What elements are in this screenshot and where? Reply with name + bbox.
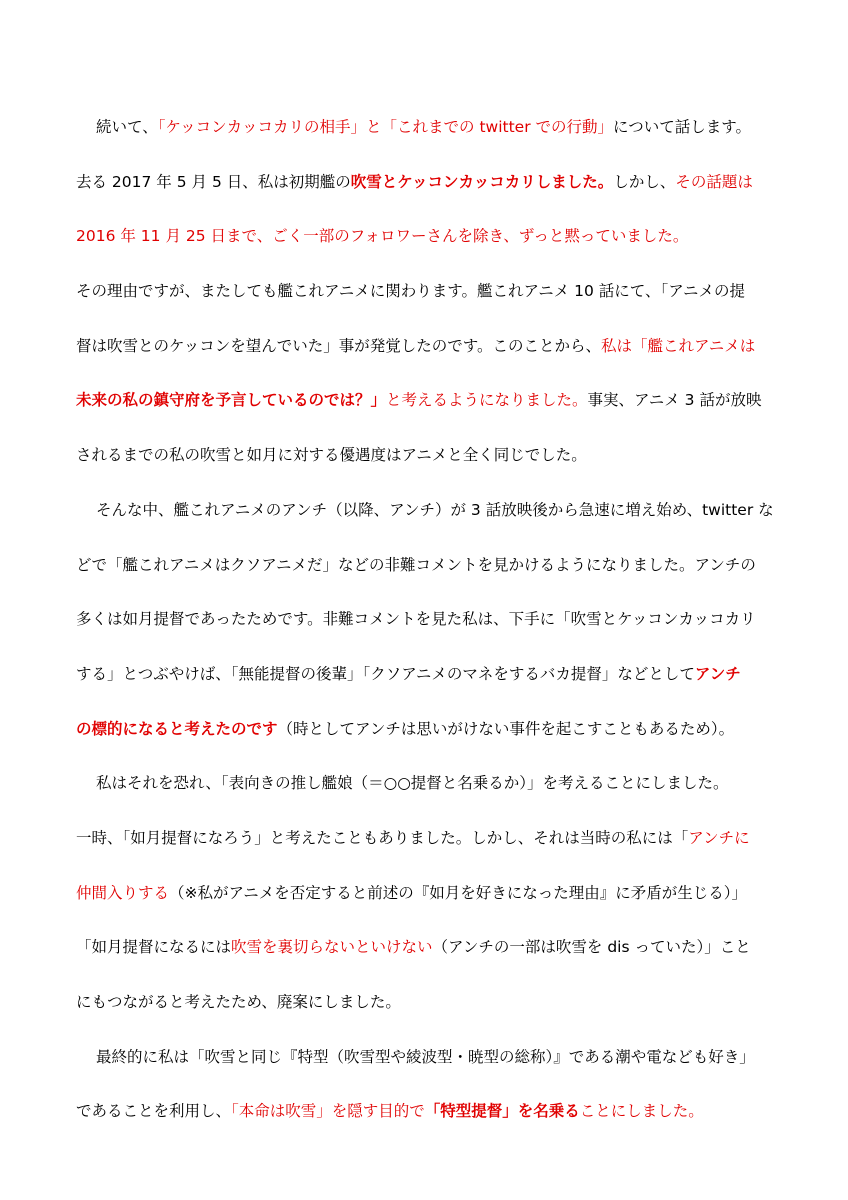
highlighted-text: 吹雪とケッコンカッコカリしました。 bbox=[350, 172, 614, 191]
text-segment: 最終的に私は「吹雪と同じ『特型（吹雪型や綾波型・暁型の総称）』である潮や電なども好き」 bbox=[96, 1047, 755, 1066]
text-line bbox=[76, 171, 776, 194]
highlighted-text: 「特型提督」を名乗る bbox=[424, 1102, 580, 1121]
highlighted-text: アンチに bbox=[688, 828, 750, 847]
text-line bbox=[76, 225, 776, 248]
text-line bbox=[76, 389, 776, 412]
text-line bbox=[76, 663, 776, 686]
highlighted-text: 私は「艦これアニメは bbox=[601, 336, 756, 355]
text-segment: その理由ですが、またしても艦これアニメに関わります。艦これアニメ 10 話にて、「アニメの提 bbox=[76, 282, 745, 301]
text-segment: 督は吹雪とのケッコンを望んでいた」事が発覚したのです。このことから、 bbox=[76, 336, 601, 355]
text-line bbox=[76, 1046, 776, 1069]
text-line bbox=[76, 554, 776, 577]
text-segment: 一時、「如月提督になろう」と考えたこともありました。しかし、それは当時の私には「 bbox=[76, 828, 689, 847]
text-line bbox=[76, 499, 776, 522]
highlighted-text: 「ケッコンカッコカリの相手」と「これまでの twitter での行動」 bbox=[157, 118, 614, 136]
text-segment: しかし、 bbox=[613, 172, 676, 191]
highlighted-text: アンチ bbox=[694, 664, 741, 683]
text-segment: そんな中、艦これアニメのアンチ（以降、アンチ）が 3 話放映後から急速に増え始め、twitter な bbox=[96, 500, 774, 519]
text-segment: 私はそれを恐れ、「表向きの推し艦娘（＝○○提督と名乗るか）」を考えることにしました。 bbox=[96, 774, 729, 793]
highlighted-text: 2016 年 11 月 25 日まで、ごく一部のフォロワーさんを除き、ずっと黙っていました。 bbox=[76, 227, 689, 246]
highlighted-text: と考えるようになりました。 bbox=[386, 391, 588, 410]
text-segment: について話します。 bbox=[613, 118, 751, 136]
text-line bbox=[76, 444, 776, 467]
highlighted-text: 未来の私の鎮守府を予言しているのでは？」 bbox=[76, 391, 387, 410]
text-line bbox=[76, 882, 776, 905]
text-line bbox=[76, 772, 776, 795]
text-line bbox=[76, 1100, 776, 1123]
text-line bbox=[76, 718, 776, 741]
text-segment: 去る 2017 年 5 月 5 日、私は初期艦の bbox=[76, 172, 351, 191]
text-line bbox=[76, 936, 776, 959]
highlighted-text: 吹雪を裏切らないといけない bbox=[231, 938, 433, 957]
highlighted-text: その話題は bbox=[675, 172, 753, 191]
text-segment: どで「艦これアニメはクソアニメだ」などの非難コメントを見かけるようになりました。アンチの bbox=[76, 555, 756, 574]
text-segment: であることを利用し、 bbox=[76, 1102, 232, 1121]
highlighted-text: の標的になると考えたのです bbox=[76, 719, 278, 738]
text-segment: 「如月提督になるには bbox=[76, 938, 232, 957]
text-line bbox=[76, 827, 776, 850]
highlighted-text: ことにしました。 bbox=[579, 1102, 704, 1121]
highlighted-text: 「本命は吹雪」を隠す目的で bbox=[231, 1102, 425, 1121]
text-segment: する」とつぶやけば、「無能提督の後輩」「クソアニメのマネをするバカ提督」などとして bbox=[76, 664, 695, 683]
highlighted-text: 仲間入りする bbox=[76, 883, 170, 902]
text-segment: されるまでの私の吹雪と如月に対する優遇度はアニメと全く同じでした。 bbox=[76, 446, 587, 465]
text-line bbox=[76, 335, 776, 358]
text-line bbox=[76, 991, 776, 1014]
text-line bbox=[76, 608, 776, 631]
text-segment: 続いて、 bbox=[96, 118, 158, 136]
text-segment: にもつながると考えたため、廃案にしました。 bbox=[76, 993, 401, 1011]
body-text bbox=[76, 116, 776, 1155]
text-segment: （アンチの一部は吹雪を dis っていた）」こと bbox=[432, 938, 751, 957]
text-line bbox=[76, 116, 776, 139]
text-segment: （※私がアニメを否定すると前述の『如月を好きになった理由』に矛盾が生じる）」 bbox=[169, 883, 747, 902]
text-segment: （時としてアンチは思いがけない事件を起こすこともあるため）。 bbox=[277, 719, 735, 738]
text-segment: 事実、アニメ 3 話が放映 bbox=[587, 391, 762, 410]
text-segment: 多くは如月提督であったためです。非難コメントを見た私は、下手に「吹雪とケッコンカッコカリ bbox=[76, 610, 756, 629]
text-line bbox=[76, 280, 776, 303]
